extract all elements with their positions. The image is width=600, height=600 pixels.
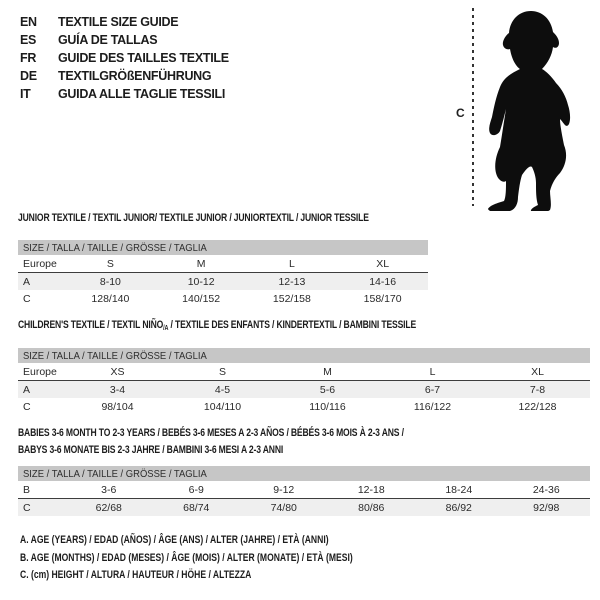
language-code: DE <box>20 69 37 83</box>
footnote-age-months <box>20 552 447 570</box>
table-header-text: SIZE / TALLA / TAILLE / GRÖSSE / TAGLIA <box>23 467 207 480</box>
age-cell: 14-16 <box>369 275 397 288</box>
table-header-bar <box>18 466 590 481</box>
table-row <box>18 290 428 307</box>
section-title-junior <box>18 212 468 224</box>
table-row <box>18 273 428 290</box>
footnote-text: A. AGE (YEARS) / EDAD (AÑOS) / ÂGE (ANS) / ALTER (JAHRE) / ETÀ (ANNI) <box>20 534 329 546</box>
height-cell: 74/80 <box>270 501 297 514</box>
section-title-babies-line2 <box>18 444 358 456</box>
language-label: TEXTILE SIZE GUIDE <box>58 15 179 29</box>
height-cell: 116/122 <box>413 400 452 413</box>
height-cell: 128/140 <box>91 292 130 305</box>
language-label: TEXTILGRÖßENFÜHRUNG <box>58 69 212 83</box>
language-list <box>20 13 229 103</box>
height-cell: 110/116 <box>309 400 346 413</box>
table-row <box>18 363 590 381</box>
table-header-bar <box>18 240 428 255</box>
age-cell: 3-4 <box>109 383 126 396</box>
size-cell: XL <box>376 257 390 270</box>
language-code: EN <box>20 15 37 29</box>
row-label: C <box>23 292 31 305</box>
age-cell: 18-24 <box>445 483 473 496</box>
size-cell: L <box>429 365 436 378</box>
babies-size-table <box>18 466 590 516</box>
age-cell: 3-6 <box>101 483 117 496</box>
height-cell: 158/170 <box>363 292 402 305</box>
table-header-bar <box>18 348 590 363</box>
language-row-it <box>20 85 229 103</box>
table-row <box>18 481 590 499</box>
language-label: GUÍA DE TALLAS <box>58 33 158 47</box>
age-cell: 8-10 <box>99 275 121 288</box>
height-cell: 140/152 <box>182 292 221 305</box>
age-cell: 12-18 <box>357 483 385 496</box>
language-code: ES <box>20 33 37 47</box>
section-title-children <box>18 319 528 332</box>
junior-size-table <box>18 240 428 307</box>
table-row <box>18 381 590 398</box>
footnote-text: B. AGE (MONTHS) / EDAD (MESES) / ÂGE (MOIS) / ALTER (MONATE) / ETÀ (MESI) <box>20 551 353 564</box>
footnote-height <box>20 569 447 587</box>
language-label: GUIDE DES TAILLES TEXTILE <box>58 51 229 65</box>
table-header-text: SIZE / TALLA / TAILLE / GRÖSSE / TAGLIA <box>23 349 207 362</box>
language-code: IT <box>20 87 31 101</box>
language-row-fr <box>20 49 229 67</box>
section-title-text: JUNIOR TEXTILE / TEXTIL JUNIOR/ TEXTILE JUNIOR / JUNIORTEXTIL / JUNIOR TESSILE <box>18 212 369 224</box>
row-label: Europe <box>23 365 57 378</box>
height-cell: 92/98 <box>533 501 560 514</box>
age-cell: 10-12 <box>187 275 215 288</box>
height-cell: 80/86 <box>358 501 385 514</box>
row-label: A <box>23 275 31 288</box>
height-cell: 152/158 <box>272 292 311 305</box>
language-row-de <box>20 67 229 85</box>
height-measure-label: C <box>456 106 465 120</box>
row-label: C <box>23 501 31 514</box>
age-cell: 5-6 <box>319 383 336 396</box>
children-size-table <box>18 348 590 415</box>
size-cell: XL <box>531 365 544 378</box>
table-row <box>18 499 590 516</box>
size-cell: S <box>218 365 226 378</box>
size-cell: L <box>288 257 295 270</box>
height-cell: 68/74 <box>183 501 210 514</box>
language-row-en <box>20 13 229 31</box>
table-row <box>18 398 590 415</box>
age-cell: 4-5 <box>214 383 231 396</box>
size-cell: M <box>323 365 332 378</box>
language-row-es <box>20 31 229 49</box>
section-title-text: BABIES 3-6 MONTH TO 2-3 YEARS / BEBÉS 3-6 MESES A 2-3 AÑOS / BÉBÉS 3-6 MOIS À 2-3 ANS / <box>18 427 404 439</box>
toddler-silhouette-image <box>486 5 578 211</box>
title-part: / TEXTILE DES ENFANTS / KINDERTEXTIL / BAMBINI TESSILE <box>168 319 417 331</box>
footnote-text: C. (cm) HEIGHT / ALTURA / HAUTEUR / HÖHE / ALTEZZA <box>20 569 252 581</box>
row-label: C <box>23 400 31 413</box>
legend-footnotes <box>20 534 447 587</box>
size-cell: S <box>106 257 114 270</box>
section-title-babies-line1 <box>18 427 513 439</box>
age-cell: 6-7 <box>424 383 441 396</box>
footnote-age-years <box>20 534 447 552</box>
row-label: A <box>23 383 31 396</box>
title-subscript: /A <box>163 325 169 332</box>
table-header-text: SIZE / TALLA / TAILLE / GRÖSSE / TAGLIA <box>23 241 207 254</box>
age-cell: 12-13 <box>278 275 306 288</box>
language-code: FR <box>20 51 37 65</box>
height-cell: 122/128 <box>518 400 557 413</box>
table-row <box>18 255 428 273</box>
section-title-text <box>18 319 416 332</box>
row-label: Europe <box>23 257 57 270</box>
row-label: B <box>23 483 31 496</box>
height-cell: 98/104 <box>101 400 134 413</box>
size-cell: M <box>196 257 206 270</box>
age-cell: 7-8 <box>529 383 546 396</box>
age-cell: 24-36 <box>532 483 560 496</box>
height-dashed-line <box>472 8 474 206</box>
age-cell: 9-12 <box>273 483 295 496</box>
height-cell: 104/110 <box>203 400 242 413</box>
height-cell: 86/92 <box>445 501 472 514</box>
age-cell: 6-9 <box>188 483 204 496</box>
size-cell: XS <box>110 365 125 378</box>
section-title-text: BABYS 3-6 MONATE BIS 2-3 JAHRE / BAMBINI 3-6 MESI A 2-3 ANNI <box>18 444 284 456</box>
title-part: CHILDREN'S TEXTILE / TEXTIL NIÑO <box>18 319 164 331</box>
height-cell: 62/68 <box>95 501 122 514</box>
language-label: GUIDA ALLE TAGLIE TESSILI <box>58 87 226 101</box>
